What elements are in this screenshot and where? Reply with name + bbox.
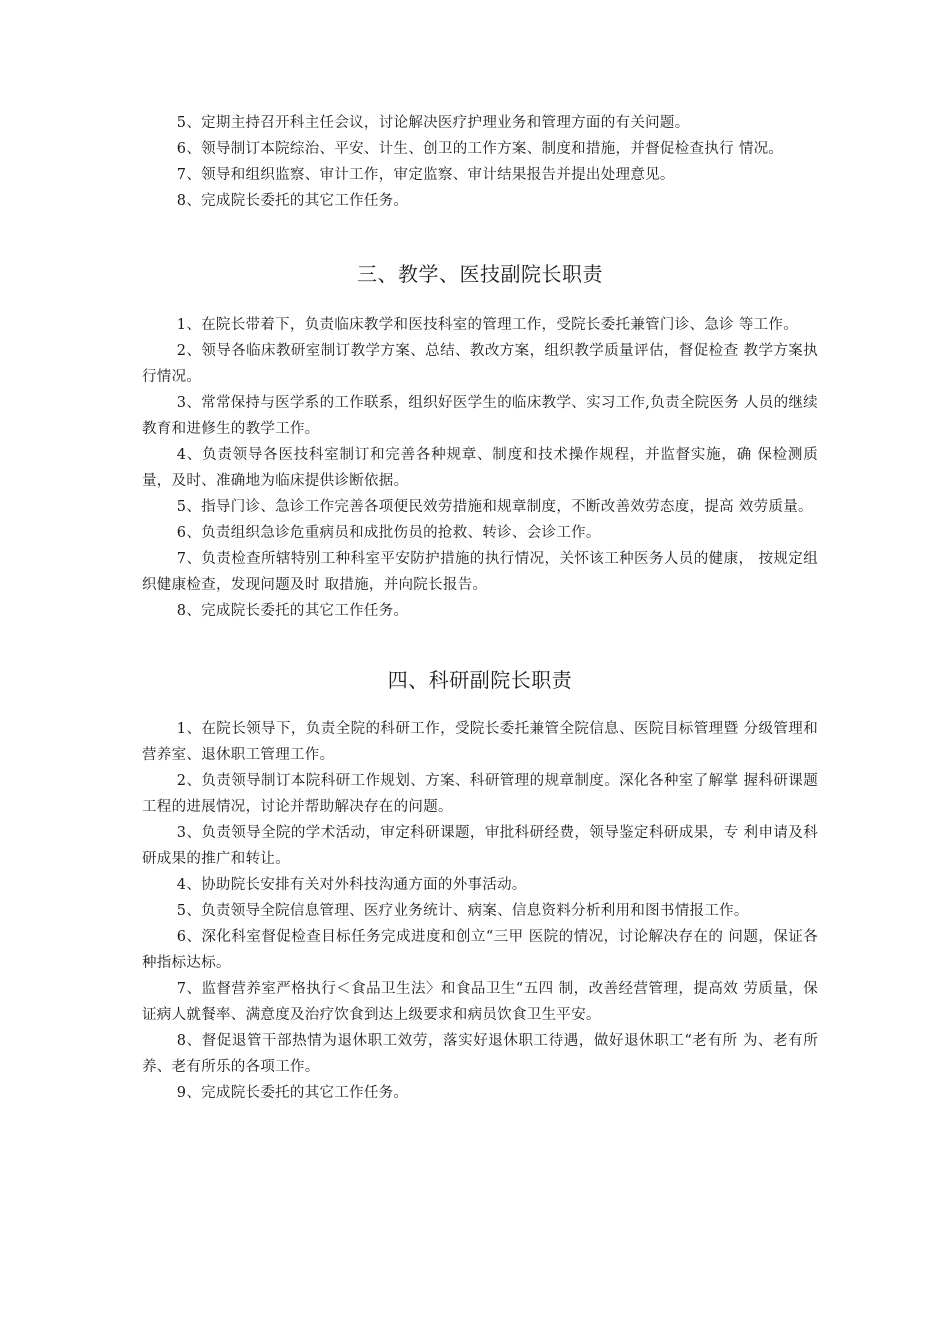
- paragraph: 7、负责检查所辖特别工种科室平安防护措施的执行情况，关怀该工种医务人员的健康， 按规定组织健康检查，发现问题及时 取措施，并向院长报告。: [142, 551, 818, 593]
- paragraph: 1、在院长带着下，负责临床教学和医技科室的管理工作，受院长委托兼管门诊、急诊 等工作。: [176, 317, 799, 333]
- paragraph: 9、完成院长委托的其它工作任务。: [176, 1085, 409, 1101]
- section-intro: [142, 110, 818, 214]
- section-heading-research: 四、科研副院长职责: [387, 668, 573, 692]
- paragraph: 6、深化科室督促检查目标任务完成进度和创立“三甲 医院的情况，讨论解决存在的 问题，保证各种指标达标。: [142, 929, 818, 971]
- paragraph: 8、完成院长委托的其它工作任务。: [176, 193, 409, 209]
- paragraph: 2、领导各临床教研室制订教学方案、总结、教改方案，组织教学质量评估，督促检查 教学方案执行情况。: [142, 343, 818, 385]
- paragraph: 6、领导制订本院综治、平安、计生、创卫的工作方案、制度和措施，并督促检查执行 情况。: [176, 141, 784, 157]
- paragraph: 4、协助院长安排有关对外科技沟通方面的外事活动。: [176, 877, 527, 893]
- paragraph: 3、常常保持与医学系的工作联系，组织好医学生的临床教学、实习工作,负责全院医务 人员的继续教育和进修生的教学工作。: [142, 395, 818, 437]
- paragraph: 2、负责领导制订本院科研工作规划、方案、科研管理的规章制度。深化各种室了解掌 握科研课题工程的进展情况，讨论并帮助解决存在的问题。: [142, 773, 818, 815]
- section-teaching: [142, 312, 818, 624]
- paragraph: 8、完成院长委托的其它工作任务。: [176, 603, 409, 619]
- paragraph: 7、领导和组织监察、审计工作，审定监察、审计结果报告并提出处理意见。: [176, 167, 675, 183]
- paragraph: 6、负责组织急诊危重病员和成批伤员的抢救、转诊、会诊工作。: [176, 525, 601, 541]
- document-page: [142, 110, 818, 1106]
- paragraph: 1、在院长领导下，负责全院的科研工作，受院长委托兼管全院信息、医院目标管理暨 分级管理和营养室、退休职工管理工作。: [142, 721, 818, 763]
- paragraph: 5、负责领导全院信息管理、医疗业务统计、病案、信息资料分析利用和图书情报工作。: [176, 903, 749, 919]
- paragraph: 4、负责领导各医技科室制订和完善各种规章、制度和技术操作规程，并监督实施，确 保检测质量，及时、准确地为临床提供诊断依据。: [142, 447, 818, 489]
- paragraph: 5、定期主持召开科主任会议，讨论解决医疗护理业务和管理方面的有关问题。: [176, 115, 690, 131]
- paragraph: 8、督促退管干部热情为退休职工效劳，落实好退休职工待遇，做好退休职工“老有所 为、老有所养、老有所乐的各项工作。: [142, 1033, 818, 1075]
- section-research: [142, 716, 818, 1106]
- paragraph: 5、指导门诊、急诊工作完善各项便民效劳措施和规章制度，不断改善效劳态度，提高 效劳质量。: [176, 499, 813, 515]
- section-heading-teaching: 三、教学、医技副院长职责: [357, 262, 603, 286]
- paragraph: 3、负责领导全院的学术活动，审定科研课题，审批科研经费，领导鉴定科研成果，专 利申请及科研成果的推广和转让。: [142, 825, 818, 867]
- paragraph: 7、监督营养室严格执行＜食品卫生法〉和食品卫生“五四 制，改善经营管理，提高效 劳质量，保证病人就餐率、满意度及治疗饮食到达上级要求和病员饮食卫生平安。: [142, 981, 818, 1023]
